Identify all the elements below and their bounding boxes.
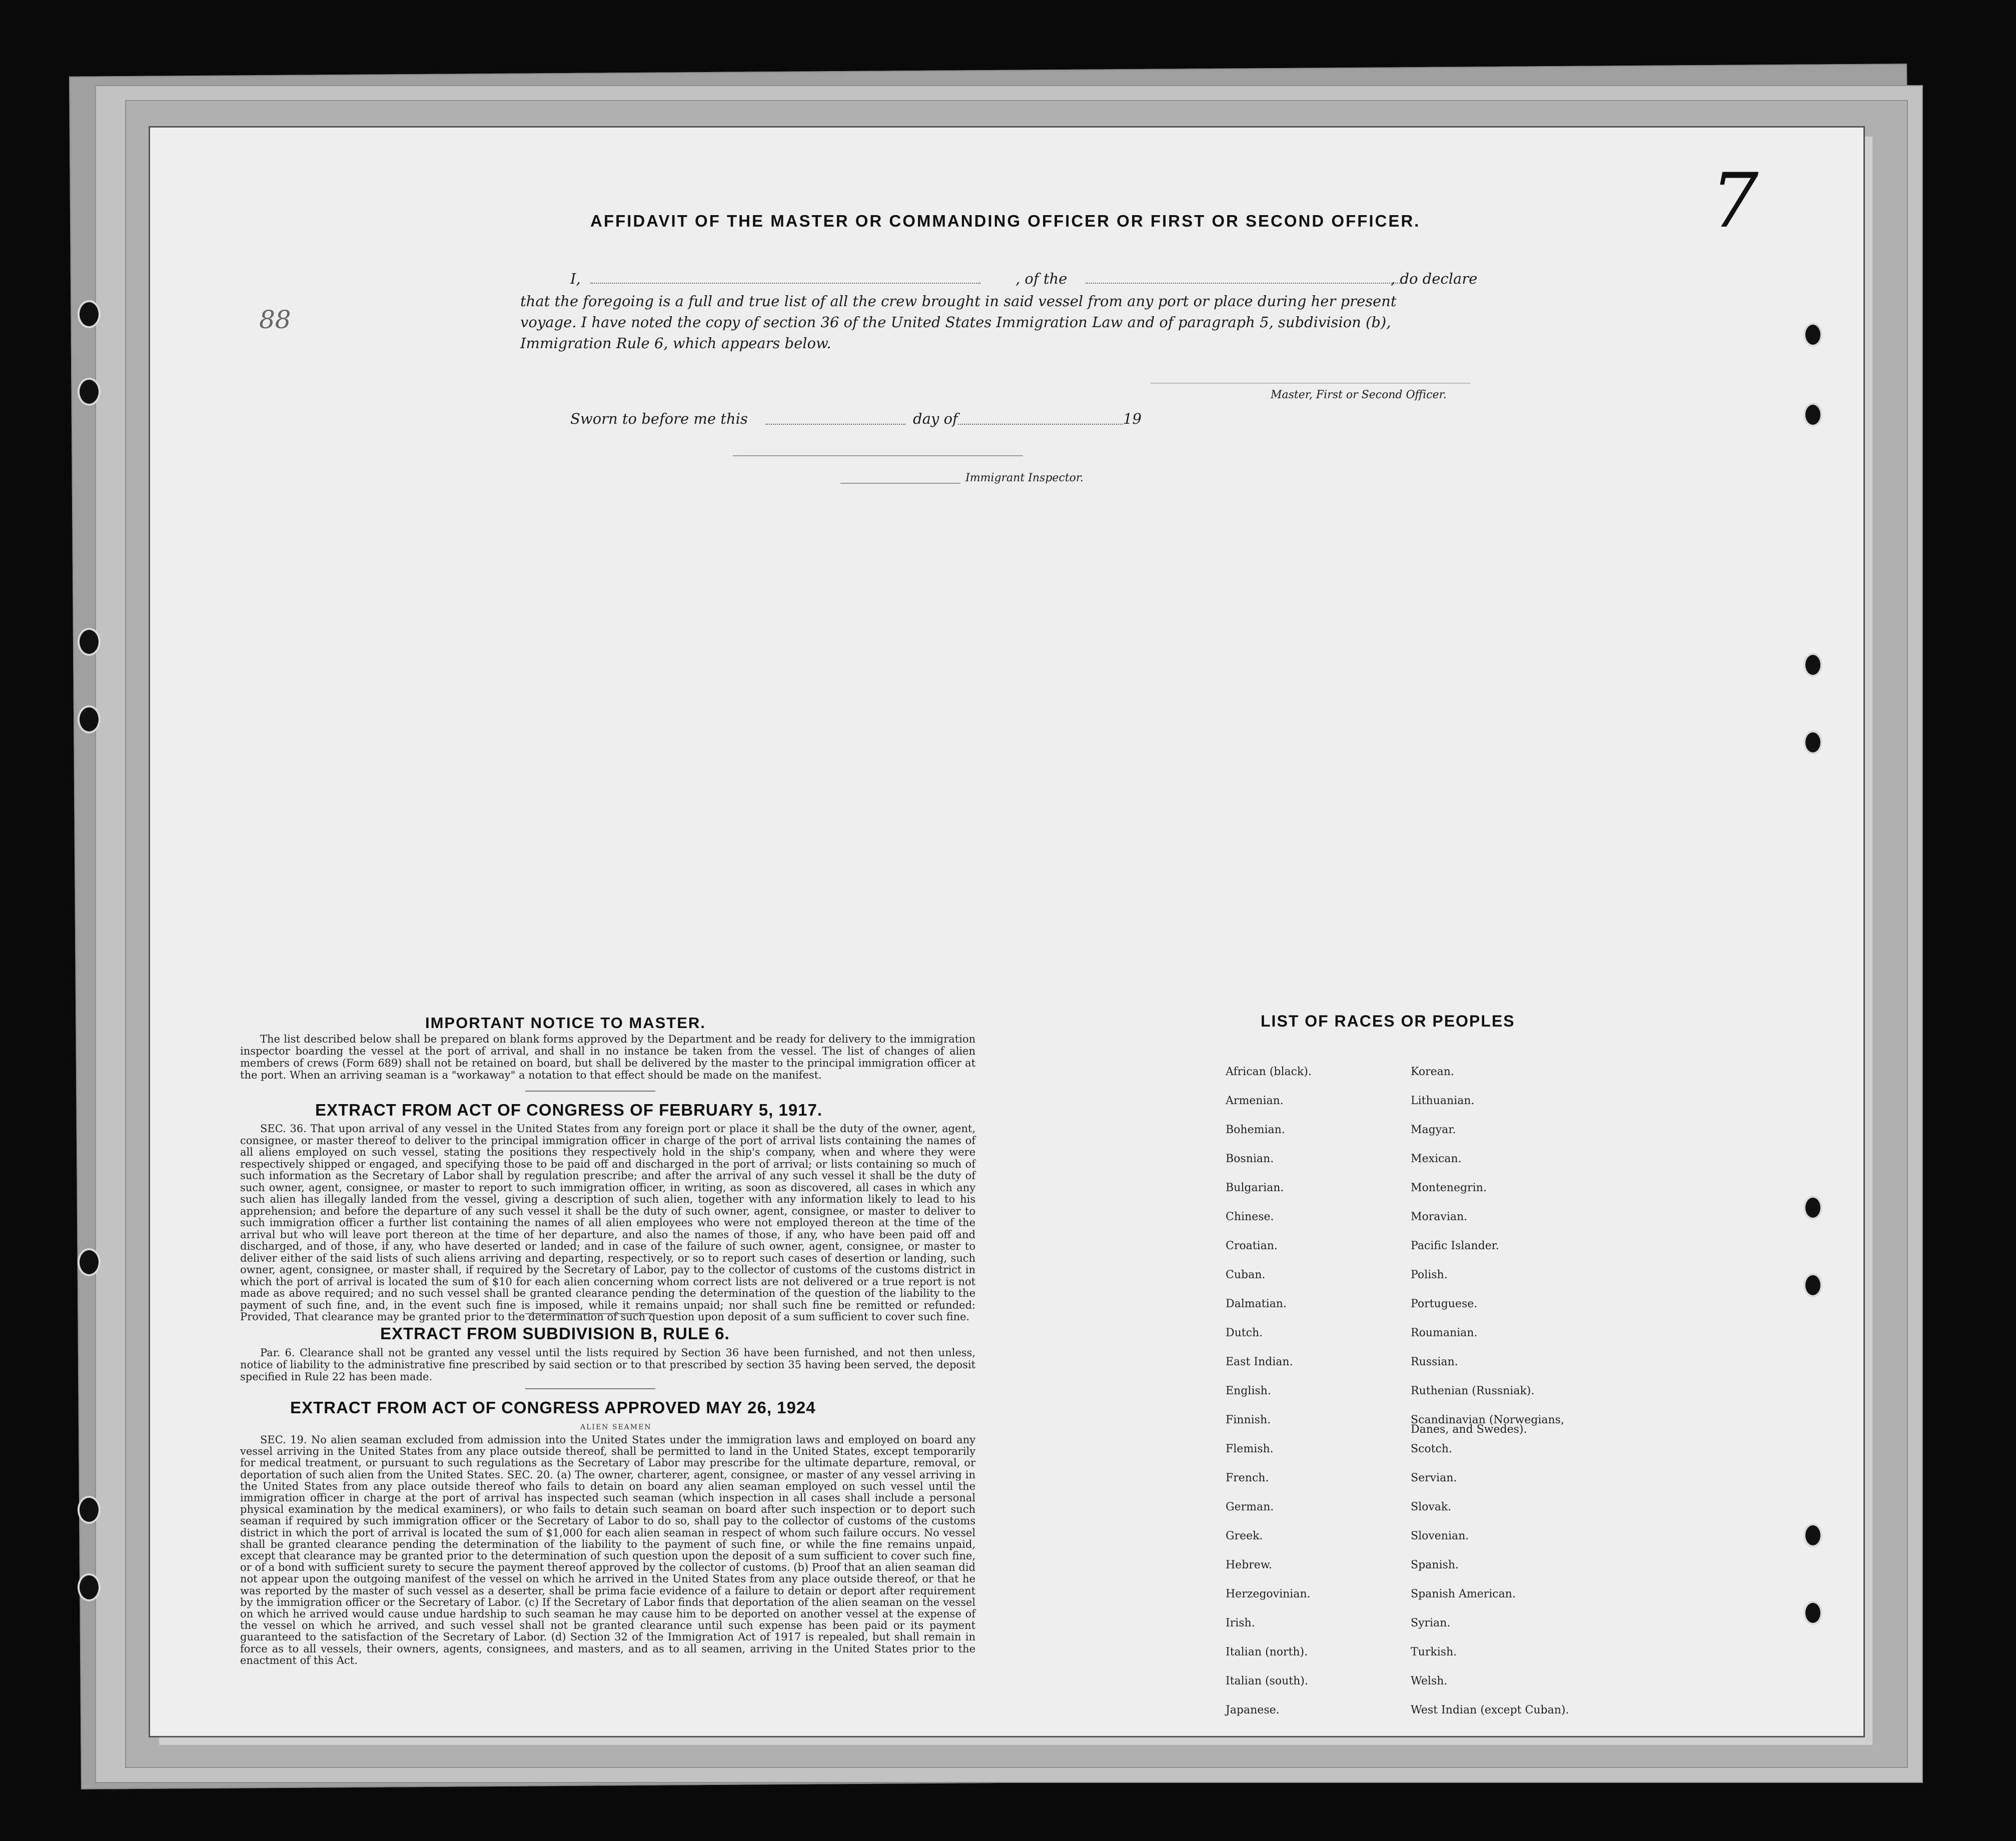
race-item: Irish. [1226,1617,1255,1629]
races-right-continuation: Danes, and Swedes). [1411,1423,1527,1436]
races-title: LIST OF RACES OR PEOPLES [1261,1012,1515,1030]
page-number: 7 [1711,158,1759,245]
race-item: Servian. [1411,1472,1457,1484]
race-item: Chinese. [1226,1211,1274,1223]
rule6-title: EXTRACT FROM SUBDIVISION B, RULE 6. [380,1324,730,1343]
affidavit-i: I, [570,270,581,287]
race-item: Bulgarian. [1226,1182,1284,1194]
punch-hole [1803,653,1822,677]
affidavit-line3: voyage. I have noted the copy of section 36 of the United States Immigration Law and of paragraph 5, subdivision (b), [520,314,1391,331]
race-item: Italian (north). [1226,1646,1308,1658]
affidavit-line2: that the foregoing is a full and true list of all the crew brought in said vessel from any port or place during her present [520,293,1397,310]
punch-hole [1803,1523,1822,1547]
race-item: Turkish. [1411,1646,1457,1658]
race-item: Slovenian. [1411,1530,1469,1542]
race-item: Bosnian. [1226,1153,1274,1165]
race-item: Slovak. [1411,1501,1452,1513]
divider [525,1313,655,1314]
divider [525,1388,655,1389]
race-item: Hebrew. [1226,1559,1273,1571]
race-item: Lithuanian. [1411,1095,1475,1107]
race-item: Pacific Islander. [1411,1240,1499,1252]
affidavit-line4: Immigration Rule 6, which appears below. [520,335,831,352]
race-item: Ruthenian (Russniak). [1411,1385,1535,1397]
affidavit-declare: , do declare [1391,270,1478,287]
race-item: Magyar. [1411,1124,1456,1136]
race-item: Herzegovinian. [1226,1588,1311,1600]
affidavit-title: AFFIDAVIT OF THE MASTER OR COMMANDING OFFICER OR FIRST OR SECOND OFFICER. [590,212,1421,230]
binder-hole [78,378,101,406]
manifest-page [150,128,1863,1736]
race-item: Bohemian. [1226,1124,1285,1136]
race-item: West Indian (except Cuban). [1411,1704,1569,1716]
inspector-label: Immigrant Inspector. [965,472,1084,484]
inspector-line [840,483,960,484]
day-of-label: day of [913,410,958,427]
year-label: 19 [1123,410,1142,427]
race-item: Syrian. [1411,1617,1451,1629]
binder-hole [78,1573,101,1601]
master-signature-line[interactable] [1151,383,1471,384]
race-item: Montenegrin. [1411,1182,1487,1194]
vessel-field[interactable] [1086,283,1406,284]
race-item: Italian (south). [1226,1675,1308,1687]
race-item: East Indian. [1226,1356,1293,1368]
margin-note: 88 [259,305,291,334]
sworn-label: Sworn to before me this [570,410,748,427]
race-item: Scandinavian (Norwegians, [1411,1414,1564,1426]
sworn-month-field[interactable] [958,424,1123,425]
race-item: Dalmatian. [1226,1298,1287,1310]
act1917-text: SEC. 36. That upon arrival of any vessel in the United States from any foreign port or place it shall be the duty of the owner, agent, consignee, or master thereof to deliver to the principal immigration officer in charge of the port of arrival lists containing the names of all aliens employed on such vessel, stating the positions they respectively hold in the ship's company, when and where they were respectively shipped or engaged, and specifying those to be paid off and discharged in the port of arrival; or lists containing so much of such information as the Secretary of Labor shall by regulation prescribe; and after the arrival of any such vessel it shall be the duty of such owner, agent, consignee, or master to report to such immigration officer, in writing, as soon as discovered, all cases in which any such alien has illegally landed from the vessel, giving a description of such alien, together with any information likely to lead to his apprehension; and before the departure of any such vessel it shall be the duty of such owner, agent, consignee, or master to deliver to such immigration officer a further list containing the names of all alien employees who were not employed thereon at the time of the arrival but who will leave port thereon at the time of her departure, and also the names of those, if any, who have been paid off and discharged, and of those, if any, who have deserted or landed; and in case of the failure of such owner, agent, consignee, or master to deliver either of the said lists of such aliens arriving and departing, respectively, or so to report such cases of desertion or landing, such owner, agent, consignee, or master shall, if required by the Secretary of Labor, pay to the collector of customs of the customs district in which the port of arrival is located the sum of $10 for each alien concerning whom correct lists are not delivered or a true report is not made as above required; and no such vessel shall be granted clearance pending the determination of the question of the liability to the payment of such fine, and, in the event such fine is imposed, while it remains unpaid; nor shall such fine be remitted or refunded: Provided, That clearance may be granted prior to the determination of such question upon deposit of a sum sufficient to cover such fine. [240,1123,975,1323]
punch-hole [1803,403,1822,427]
race-item: Japanese. [1226,1704,1280,1716]
race-item: Roumanian. [1411,1327,1478,1339]
binder-hole [78,1248,101,1276]
race-item: English. [1226,1385,1271,1397]
punch-hole [1803,1601,1822,1625]
master-signature-label: Master, First or Second Officer. [1271,389,1447,401]
binder-hole [78,705,101,733]
punch-hole [1803,1273,1822,1297]
rule6-text: Par. 6. Clearance shall not be granted any vessel until the lists required by Section 36 have been furnished, and not then unless, notice of liability to the administrative fine prescribed by said section or to that prescribed by section 35 having been served, the deposit specified in Rule 22 has been made. [240,1347,975,1383]
race-item: Scotch. [1411,1443,1452,1455]
race-item: Korean. [1411,1066,1454,1078]
race-item: Polish. [1411,1269,1448,1281]
race-item: Spanish American. [1411,1588,1516,1600]
punch-hole [1803,323,1822,347]
race-item: Finnish. [1226,1414,1271,1426]
act1924-text: SEC. 19. No alien seaman excluded from admission into the United States under the immigration laws and employed on board any vessel arriving in the United States from any place outside thereof, shall be permitted to land in the United States, except temporarily for medical treatment, or pursuant to such regulations as the Secretary of Labor may prescribe for the ultimate departure, removal, or deportation of such alien from the United States. SEC. 20. (a) The owner, charterer, agent, consignee, or master of any vessel arriving in the United States from any place outside thereof who fails to detain on board any alien seaman employed on such vessel until the immigration officer in charge at the port of arrival has inspected such seaman (which inspection in all cases shall include a personal physical examination by the medical examiners), or who fails to detain such seaman on board after such inspection or to deport such seaman if required by such immigration officer or the Secretary of Labor to do so, shall pay to the collector of customs of the customs district in which the port of arrival is located the sum of $1,000 for each alien seaman in respect of whom such failure occurs. No vessel shall be granted clearance pending the determination of the liability to the payment of such fine, or while the fine remains unpaid, except that clearance may be granted prior to the determination of such question upon the deposit of a sum sufficient to cover such fine, or of a bond with sufficient surety to secure the payment thereof approved by the collector of customs. (b) Proof that an alien seaman did not appear upon the outgoing manifest of the vessel on which he arrived in the United States from any place outside thereof, or that he was reported by the master of such vessel as a deserter, shall be prima facie evidence of a failure to detain or deport after requirement by the immigration officer or the Secretary of Labor. (c) If the Secretary of Labor finds that deportation of the alien seaman on the vessel on which he arrived would cause undue hardship to such seaman he may cause him to be deported on another vessel at the expense of the vessel on which he arrived, and such vessel shall not be granted clearance until such expense has been paid or its payment guaranteed to the satisfaction of the Secretary of Labor. (d) Section 32 of the Immigration Act of 1917 is repealed, but shall remain in force as to all vessels, their owners, agents, consignees, and masters, and as to all seamen, arriving in the United States prior to the enactment of this Act. [240,1434,975,1666]
race-item: Moravian. [1411,1211,1468,1223]
punch-hole [1803,1196,1822,1220]
race-item: French. [1226,1472,1269,1484]
notice-text: The list described below shall be prepared on blank forms approved by the Department and be ready for delivery to the immigration inspector boarding the vessel at the port of arrival, and shall in no instance be taken from the vessel. The list of changes of alien members of crews (Form 689) shall not be retained on board, but shall be delivered by the master to the principal immigration officer at the port. When an arriving seaman is a "workaway" a notation to that effect should be made on the manifest. [240,1033,975,1081]
act1924-subtitle: ALIEN SEAMEN [580,1423,652,1431]
race-item: African (black). [1226,1066,1312,1078]
sworn-day-field[interactable] [765,424,905,425]
race-item: Cuban. [1226,1269,1266,1281]
race-item: Welsh. [1411,1675,1448,1687]
act1917-title: EXTRACT FROM ACT OF CONGRESS OF FEBRUARY 5, 1917. [315,1101,823,1119]
race-item: Croatian. [1226,1240,1278,1252]
binder-hole [78,300,101,328]
race-item: Spanish. [1411,1559,1459,1571]
binder-hole [78,628,101,656]
name-field[interactable] [590,283,980,284]
race-item: Armenian. [1226,1095,1284,1107]
race-item: Portuguese. [1411,1298,1478,1310]
race-item: Greek. [1226,1530,1263,1542]
act1924-title: EXTRACT FROM ACT OF CONGRESS APPROVED MAY 26, 1924 [290,1398,816,1417]
race-item: Flemish. [1226,1443,1274,1455]
notice-title: IMPORTANT NOTICE TO MASTER. [425,1014,706,1032]
inspector-signature-line[interactable] [733,455,1023,456]
race-item: German. [1226,1501,1274,1513]
punch-hole [1803,730,1822,754]
race-item: Mexican. [1411,1153,1462,1165]
race-item: Dutch. [1226,1327,1263,1339]
race-item: Russian. [1411,1356,1458,1368]
divider [525,1091,655,1092]
affidavit-of-the: , of the [1016,270,1068,287]
binder-hole [78,1496,101,1524]
